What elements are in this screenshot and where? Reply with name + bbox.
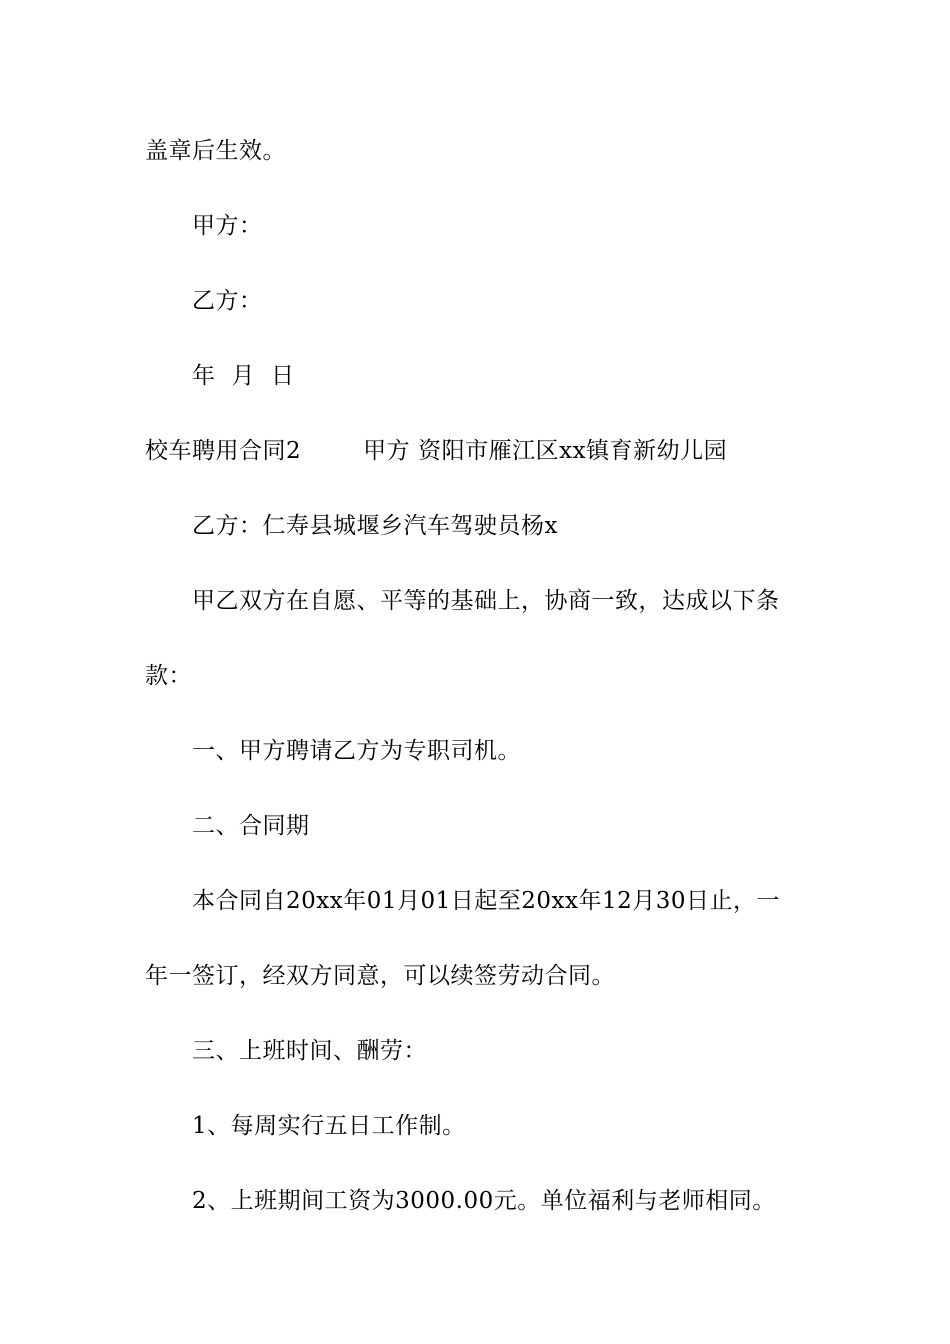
party-a-name: 资阳市雁江区xx镇育新幼儿园 [418, 438, 728, 464]
date-month: 月 [231, 363, 255, 389]
date-day: 日 [271, 363, 295, 389]
text-line-agreement-intro-end: 款： [145, 663, 192, 689]
text-line-clause-2-heading: 二、合同期 [192, 813, 310, 839]
text-line-effective: 盖章后生效。 [145, 138, 286, 164]
party-a-name-label: 甲方 [363, 438, 411, 464]
text-line-salary: 2、上班期间工资为3000.00元。单位福利与老师相同。 [192, 1188, 776, 1214]
text-line-work-schedule: 1、每周实行五日工作制。 [192, 1113, 466, 1139]
text-line-party-a-label: 甲方： [192, 213, 263, 239]
date-year: 年 [192, 363, 216, 389]
text-line-contract-title [145, 436, 727, 466]
text-line-agreement-intro: 甲乙双方在自愿、平等的基础上，协商一致，达成以下条 [192, 588, 780, 614]
text-line-clause-3-heading: 三、上班时间、酬劳： [192, 1038, 427, 1064]
text-line-party-b: 乙方：仁寿县城堰乡汽车驾驶员杨x [192, 513, 558, 539]
text-line-contract-period-end: 年一签订，经双方同意，可以续签劳动合同。 [145, 963, 615, 989]
text-line-party-b-label: 乙方： [192, 288, 263, 314]
text-line-contract-period: 本合同自20xx年01月01日起至20xx年12月30日止，一 [192, 888, 780, 914]
text-line-date-blank [192, 361, 295, 391]
text-line-clause-1: 一、甲方聘请乙方为专职司机。 [192, 738, 521, 764]
contract-title: 校车聘用合同2 [145, 438, 302, 464]
